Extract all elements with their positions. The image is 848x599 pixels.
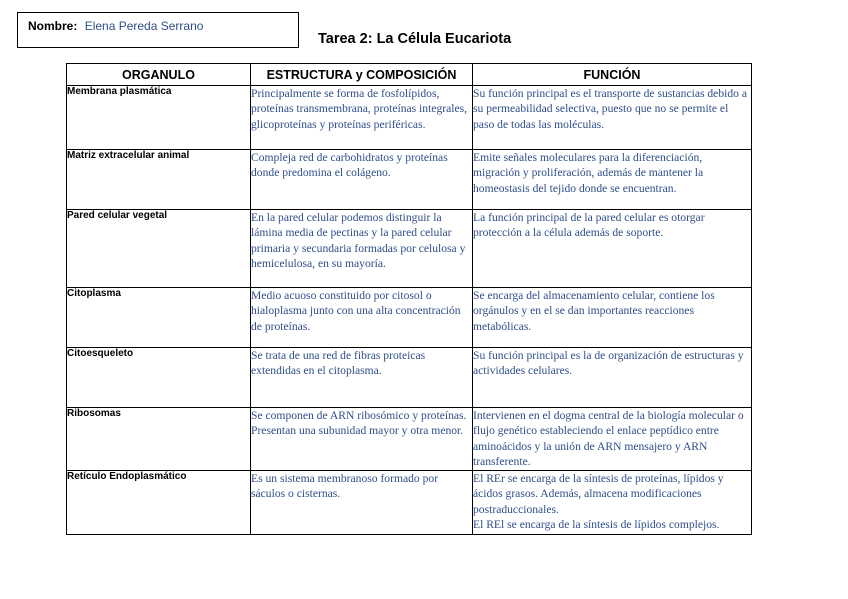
funcion-cell: [473, 150, 752, 210]
name-value: Elena Pereda Serrano: [84, 19, 204, 33]
organelle-table: [66, 63, 752, 535]
name-box: [17, 12, 299, 48]
document-title: Tarea 2: La Célula Eucariota: [318, 31, 512, 47]
column-header-estructura: ESTRUCTURA y COMPOSICIÓN: [251, 64, 473, 86]
estructura-cell: [251, 471, 473, 535]
funcion-cell: [473, 408, 752, 471]
estructura-cell: [251, 86, 473, 150]
table-row: [67, 210, 752, 288]
funcion-text: El REr se encarga de la síntesis de proteínas, lípidos y ácidos grasos. Además, almacena modificaciones postraduccionales.: [473, 472, 724, 516]
organulo-cell: Citoesqueleto: [67, 348, 251, 408]
organulo-cell: Matriz extracelular animal: [67, 150, 251, 210]
funcion-cell: [473, 86, 752, 150]
funcion-text: Su función principal es la de organización de estructuras y actividades celulares.: [473, 349, 744, 378]
table-row: [67, 408, 752, 471]
funcion-text: La función principal de la pared celular es otorgar protección a la célula además de soporte.: [473, 211, 705, 240]
funcion-text: Emite señales moleculares para la diferenciación, migración y proliferación, además de mantener la homeostasis del tejido donde se encuentran.: [473, 151, 704, 195]
name-label: Nombre:: [28, 19, 78, 33]
estructura-cell: [251, 210, 473, 288]
funcion-text: Intervienen en el dogma central de la biología molecular o flujo genético estableciendo el enlace peptídico entre aminoácidos y la unión de ARN mensajero y ARN transferente.: [473, 409, 744, 469]
estructura-text: Medio acuoso constituido por citosol o hialoplasma junto con una alta concentración de proteínas.: [251, 289, 461, 333]
funcion-text: Su función principal es el transporte de sustancias debido a su permeabilidad selectiva, puesto que no se permite el paso de todas las moléculas.: [473, 87, 747, 131]
estructura-text: Principalmente se forma de fosfolípidos, proteínas transmembrana, proteínas integrales, glicoproteínas y proteínas periféricas.: [251, 87, 468, 131]
funcion-text: Se encarga del almacenamiento celular, contiene los orgánulos y en el se dan importantes reacciones metabólicas.: [473, 289, 715, 333]
estructura-cell: [251, 288, 473, 348]
estructura-text: Compleja red de carbohidratos y proteínas donde predomina el colágeno.: [251, 151, 448, 180]
table-row: [67, 86, 752, 150]
funcion-cell: [473, 348, 752, 408]
estructura-cell: [251, 348, 473, 408]
table-row: [67, 348, 752, 408]
estructura-text: Se trata de una red de fibras proteicas extendidas en el citoplasma.: [251, 349, 426, 378]
organulo-cell: Pared celular vegetal: [67, 210, 251, 288]
funcion-text-extra: El REl se encarga de la síntesis de lípidos complejos.: [473, 518, 720, 532]
organulo-cell: Citoplasma: [67, 288, 251, 348]
funcion-cell: [473, 471, 752, 535]
estructura-cell: [251, 408, 473, 471]
funcion-cell: [473, 210, 752, 288]
estructura-text: Se componen de ARN ribosómico y proteínas. Presentan una subunidad mayor y otra menor.: [251, 409, 467, 438]
estructura-cell: [251, 150, 473, 210]
organulo-cell: Ribosomas: [67, 408, 251, 471]
estructura-text: Es un sistema membranoso formado por sáculos o cisternas.: [251, 472, 439, 501]
funcion-cell: [473, 288, 752, 348]
table-row: [67, 288, 752, 348]
column-header-organulo: ORGANULO: [67, 64, 251, 86]
table-row: [67, 150, 752, 210]
estructura-text: En la pared celular podemos distinguir la lámina media de pectinas y la pared celular primaria y secundaria formadas por celulosa y hemicelulosa, en su mayoría.: [251, 211, 466, 271]
organulo-cell: Retículo Endoplasmático: [67, 471, 251, 535]
table-header-row: [67, 64, 752, 86]
column-header-funcion: FUNCIÓN: [473, 64, 752, 86]
table-row: [67, 471, 752, 535]
organulo-cell: Membrana plasmática: [67, 86, 251, 150]
